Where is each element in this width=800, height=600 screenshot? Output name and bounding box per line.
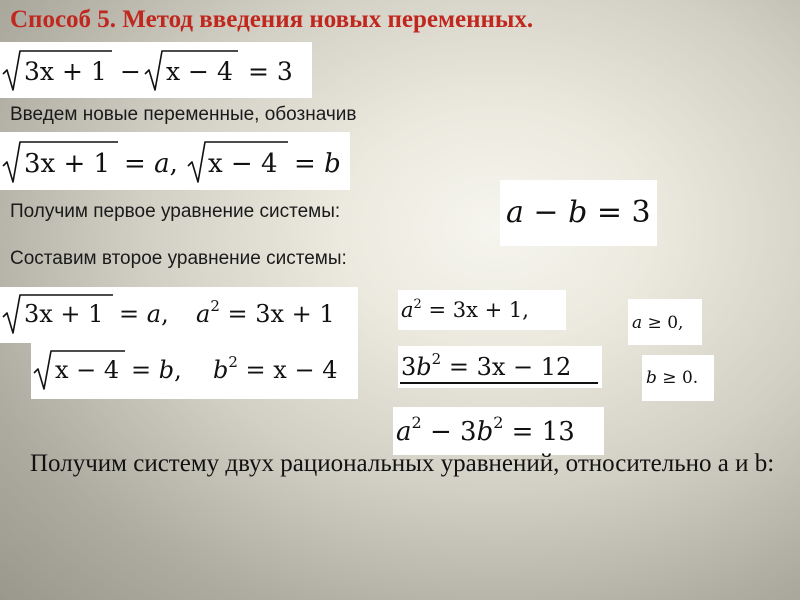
var-a: a	[146, 300, 162, 328]
rhs-equals-3: = 3	[248, 57, 293, 86]
var-b: b	[324, 149, 341, 179]
coefficient-3: 3	[401, 353, 417, 381]
equals-sign: =	[124, 149, 155, 179]
var-b: b	[158, 356, 175, 384]
radicand-3x-plus-1: 3x + 1	[24, 300, 104, 328]
rhs: = 3x − 12	[441, 353, 572, 381]
second-equation-text: Составим второе уравнение системы:	[10, 248, 347, 269]
slide-title: Способ 5. Метод введения новых переменных.	[10, 6, 534, 33]
first-equation-text: Получим первое уравнение системы:	[10, 201, 341, 222]
rest: ≥ 0.	[656, 368, 699, 388]
a-squared-equation	[196, 297, 335, 328]
formula-first-system-equation-svg	[500, 180, 657, 246]
exponent-2: 2	[431, 350, 442, 368]
equals-b	[131, 356, 182, 384]
formula-substitution	[0, 132, 350, 190]
equation-a-minus-b	[506, 195, 651, 230]
rhs: = x − 4	[237, 356, 338, 384]
comma: ,	[169, 149, 178, 179]
substitution-a	[124, 149, 178, 179]
rhs-equals-3: = 3	[587, 195, 651, 230]
formula-substitution-svg	[0, 132, 350, 190]
equals-a	[119, 300, 169, 328]
minus-sign: −	[523, 195, 569, 230]
var-a: a	[154, 149, 170, 179]
var-a: a	[396, 417, 412, 447]
formula-main-equation-svg	[0, 42, 312, 98]
intro-text: Введем новые переменные, обозначив	[10, 104, 357, 125]
formula-square-a	[0, 287, 358, 343]
formula-condition-b-svg	[642, 355, 714, 401]
radicand-3x-plus-1: 3x + 1	[24, 149, 111, 179]
var-b: b	[646, 368, 657, 388]
formula-condition-b	[642, 355, 714, 401]
var-b: b	[476, 417, 494, 447]
exponent-2: 2	[413, 297, 422, 312]
comma: ,	[174, 356, 182, 384]
var-a: a	[401, 298, 414, 322]
result-equation	[396, 413, 575, 447]
b-squared-equation	[213, 353, 337, 384]
a-squared-copy	[401, 297, 529, 322]
rest: ≥ 0,	[642, 313, 684, 333]
var-b: b	[416, 353, 432, 381]
b-nonnegative	[646, 368, 698, 388]
formula-copy-a	[398, 290, 566, 330]
formula-square-a-svg	[0, 287, 358, 343]
var-b: b	[568, 195, 588, 230]
substitution-b	[294, 149, 341, 179]
radicand-x-minus-4: x − 4	[55, 356, 120, 384]
equals-sign: =	[131, 356, 159, 384]
minus-sign: −	[120, 57, 141, 86]
exponent-2: 2	[228, 353, 238, 371]
a-nonnegative	[632, 313, 683, 333]
exponent-2: 2	[210, 297, 220, 315]
exponent-2: 2	[493, 413, 504, 432]
var-a: a	[196, 300, 211, 328]
formula-square-b	[31, 343, 358, 399]
var-a: a	[506, 195, 524, 230]
formula-main-equation	[0, 42, 312, 98]
formula-times-three-svg	[398, 346, 602, 388]
conclusion-text: Получим систему двух рациональных уравнений, относительно a и b:	[30, 450, 775, 477]
three-b-squared-equation	[401, 350, 571, 381]
var-b: b	[213, 356, 229, 384]
formula-condition-a-svg	[628, 299, 702, 345]
comma: ,	[161, 300, 169, 328]
formula-times-three	[398, 346, 602, 388]
equals-sign: =	[294, 149, 325, 179]
minus-3: − 3	[421, 417, 477, 447]
radicand-3x-plus-1: 3x + 1	[24, 57, 107, 86]
radicand-x-minus-4: x − 4	[208, 149, 278, 179]
exponent-2: 2	[411, 413, 422, 432]
formula-square-b-svg	[31, 343, 358, 399]
rhs: = 3x + 1,	[421, 298, 529, 322]
rhs-equals-13: = 13	[503, 417, 575, 447]
rhs: = 3x + 1	[219, 300, 335, 328]
formula-copy-a-svg	[398, 290, 566, 330]
var-a: a	[632, 313, 643, 333]
radicand-x-minus-4: x − 4	[166, 57, 233, 86]
formula-condition-a	[628, 299, 702, 345]
formula-first-system-equation	[500, 180, 657, 246]
equals-sign: =	[119, 300, 147, 328]
